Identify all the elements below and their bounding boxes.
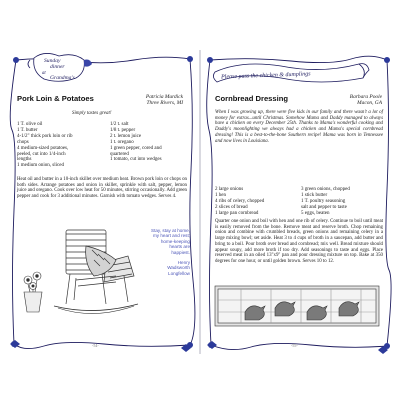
quote-author: Henry Wadsworth Longfellow	[167, 260, 190, 276]
recipe-title: Cornbread Dressing	[215, 94, 289, 103]
recipe-byline	[302, 94, 382, 106]
flower-pot-illustration	[24, 272, 42, 312]
page-number: -55-	[291, 343, 298, 348]
banner-line-2: dinner	[50, 64, 65, 70]
author-name: Barbara Poole	[349, 94, 382, 100]
banner-text: Please pass the chicken & dumplings	[220, 71, 311, 81]
book-spread	[4, 50, 396, 354]
author-location: Three Rivers, MI	[146, 100, 183, 107]
quote-text: Stay, stay at home, my heart and rest; home-keeping hearts are happiest.	[151, 228, 190, 255]
quilt-hens-illustration	[215, 286, 379, 326]
author-location: Macon, GA	[357, 100, 382, 107]
recipe-intro: When I was growing up, there were five kids in our family and there wasn't a lot of money for extras...until Christmas. Somehow Mama and Daddy managed to always have a chicken on every December 25th. Thanks to Mama's wonderful cooking and Daddy's moonlighting we always had a chicken and Mama's special cornbread dressing! This is a best-to-the-bone Southern recipe! Mama was born in Tennessee and now lives in Louisiana.	[215, 110, 383, 144]
banner-line-4: Grandma's	[50, 75, 75, 81]
rocking-chair-illustration	[54, 230, 138, 314]
ingredients-right: 1/2 t. salt 1/8 t. pepper 2 t. lemon juice 1 t. oregano 1 green pepper, cored and quartered 1 tomato, cut into wedges	[110, 122, 162, 163]
left-page	[4, 50, 199, 354]
recipe-directions: Heat oil and butter in a 10-inch skillet over medium heat. Brown pork loin or chops on both sides. Arrange potatoes and onion in skillet, sprinkle with salt, pepper, lemon juice and oregano. Cook over low heat for 50 minutes, stirring occasionally. Add green pepper and cook for 3 additional minutes. Garnish with tomato wedges. Serves 4.	[17, 177, 187, 200]
recipe-directions: Quarter one onion and boil with hen and one rib of celery. Continue to boil until meat is easily removed from the bone. Remove meat and reserve broth. Chop remaining onion and combine with crumbled breads, green onions and remaining celery in a large mixing bowl; set aside. Heat 3 to 4 cups of broth in a saucepan, add butter and bring to a boil. Pour broth over bread and cornbread; mix well. Bread mixture should appear soupy, add more broth if too dry. Add seasonings to taste and eggs. Place reserved meat in an oiled 13"x9" pan and pour dressing mixture on top. Bake at 350 degrees for one hour, or until golden brown. Serves 10 to 12.	[215, 219, 383, 264]
page-number: -54-	[92, 343, 99, 348]
banner-line-1: Sunday	[44, 58, 61, 64]
ingredients-left: 1 T. olive oil 1 T. butter 4-1/2" thick pork loin or rib chops 4 medium-sized potatoes, peeled, cut into 1/4-inch lengths 1 medium onion, sliced	[17, 122, 73, 169]
right-page	[201, 50, 396, 354]
recipe-byline	[103, 94, 183, 106]
banner-line-3: at	[42, 71, 46, 76]
ingredients-right: 3 green onions, chopped 1 stick butter 1 T. poultry seasoning salt and pepper to taste 5 eggs, beaten	[301, 187, 350, 216]
ingredients-left: 2 large onions 1 hen 4 ribs of celery, chopped 2 slices of bread 1 large pan cornbread	[215, 187, 265, 216]
recipe-title: Pork Loin & Potatoes	[17, 94, 94, 103]
author-name: Patricia Murdick	[145, 94, 183, 100]
recipe-tagline: Simply tastes great!	[72, 111, 112, 116]
